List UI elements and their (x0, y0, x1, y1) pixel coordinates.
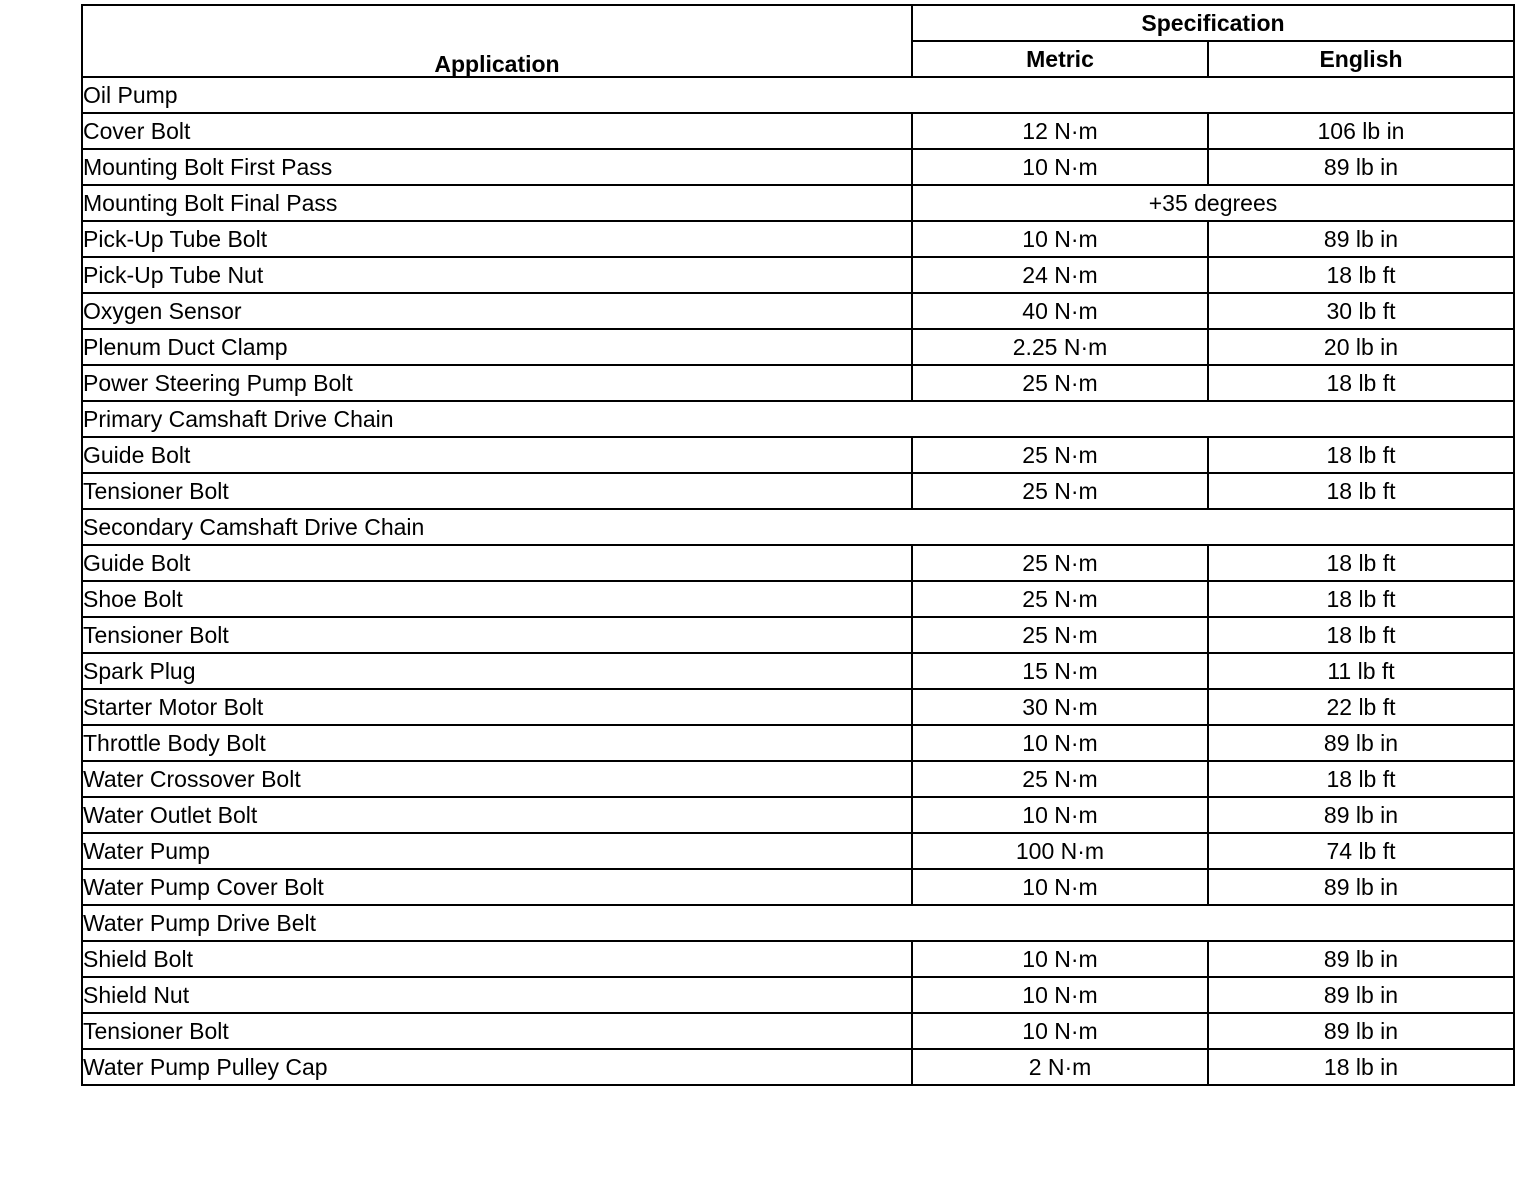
application-cell: Pick-Up Tube Bolt (82, 221, 912, 257)
metric-value-cell: 10 N·m (912, 977, 1208, 1013)
metric-value-cell: 24 N·m (912, 257, 1208, 293)
application-cell: Oxygen Sensor (82, 293, 912, 329)
application-cell: Tensioner Bolt (82, 1013, 912, 1049)
group-label: Primary Camshaft Drive Chain (82, 401, 1514, 437)
application-cell: Mounting Bolt First Pass (82, 149, 912, 185)
application-cell: Shield Nut (82, 977, 912, 1013)
english-value-cell: 30 lb ft (1208, 293, 1514, 329)
english-value-cell: 106 lb in (1208, 113, 1514, 149)
application-cell: Cover Bolt (82, 113, 912, 149)
application-cell: Pick-Up Tube Nut (82, 257, 912, 293)
application-cell: Shoe Bolt (82, 581, 912, 617)
english-header: English (1208, 41, 1514, 77)
table-row (82, 113, 1514, 149)
table-row (82, 77, 1514, 113)
application-cell: Tensioner Bolt (82, 473, 912, 509)
metric-header: Metric (912, 41, 1208, 77)
table-row (82, 617, 1514, 653)
metric-value-cell: 25 N·m (912, 761, 1208, 797)
metric-value-cell: 2.25 N·m (912, 329, 1208, 365)
metric-value-cell: 10 N·m (912, 797, 1208, 833)
table-row (82, 329, 1514, 365)
metric-value-cell: 12 N·m (912, 113, 1208, 149)
application-cell: Water Pump Cover Bolt (82, 869, 912, 905)
english-value-cell: 89 lb in (1208, 221, 1514, 257)
table-row (82, 401, 1514, 437)
metric-value-cell: 2 N·m (912, 1049, 1208, 1085)
table-row (82, 257, 1514, 293)
table-row (82, 1049, 1514, 1085)
table-row (82, 833, 1514, 869)
table-row (82, 365, 1514, 401)
metric-value-cell: 25 N·m (912, 581, 1208, 617)
application-cell: Starter Motor Bolt (82, 689, 912, 725)
english-value-cell: 18 lb ft (1208, 437, 1514, 473)
metric-value-cell: 25 N·m (912, 617, 1208, 653)
english-value-cell: 18 lb ft (1208, 257, 1514, 293)
metric-value-cell: 10 N·m (912, 1013, 1208, 1049)
table-row (82, 725, 1514, 761)
table-row (82, 293, 1514, 329)
metric-value-cell: 10 N·m (912, 869, 1208, 905)
table-row (82, 581, 1514, 617)
metric-value-cell: 100 N·m (912, 833, 1208, 869)
application-cell: Water Outlet Bolt (82, 797, 912, 833)
application-cell: Plenum Duct Clamp (82, 329, 912, 365)
table-row (82, 545, 1514, 581)
table-row (82, 761, 1514, 797)
table-row (82, 185, 1514, 221)
group-label: Water Pump Drive Belt (82, 905, 1514, 941)
table-row (82, 905, 1514, 941)
metric-value-cell: 10 N·m (912, 221, 1208, 257)
table-row (82, 509, 1514, 545)
metric-value-cell: 40 N·m (912, 293, 1208, 329)
table-row (82, 437, 1514, 473)
metric-value-cell: 10 N·m (912, 941, 1208, 977)
english-value-cell: 18 lb ft (1208, 617, 1514, 653)
english-value-cell: 89 lb in (1208, 869, 1514, 905)
english-value-cell: 22 lb ft (1208, 689, 1514, 725)
english-value-cell: 89 lb in (1208, 1013, 1514, 1049)
specification-header: Specification (912, 5, 1514, 41)
table-row (82, 689, 1514, 725)
table-row (82, 941, 1514, 977)
application-cell: Guide Bolt (82, 545, 912, 581)
group-label: Oil Pump (82, 77, 1514, 113)
table-row (82, 977, 1514, 1013)
table-body (82, 77, 1514, 1085)
group-label: Secondary Camshaft Drive Chain (82, 509, 1514, 545)
table-row (82, 797, 1514, 833)
metric-value-cell: 25 N·m (912, 545, 1208, 581)
english-value-cell: 18 lb ft (1208, 365, 1514, 401)
english-value-cell: 89 lb in (1208, 941, 1514, 977)
english-value-cell: 20 lb in (1208, 329, 1514, 365)
application-cell: Guide Bolt (82, 437, 912, 473)
english-value-cell: 18 lb ft (1208, 473, 1514, 509)
english-value-cell: 18 lb ft (1208, 545, 1514, 581)
metric-value-cell: 10 N·m (912, 149, 1208, 185)
table-row (82, 653, 1514, 689)
metric-value-cell: 30 N·m (912, 689, 1208, 725)
metric-value-cell: 25 N·m (912, 437, 1208, 473)
specification-value-cell: +35 degrees (912, 185, 1514, 221)
application-cell: Mounting Bolt Final Pass (82, 185, 912, 221)
metric-value-cell: 15 N·m (912, 653, 1208, 689)
application-cell: Throttle Body Bolt (82, 725, 912, 761)
english-value-cell: 89 lb in (1208, 149, 1514, 185)
english-value-cell: 89 lb in (1208, 725, 1514, 761)
english-value-cell: 18 lb ft (1208, 761, 1514, 797)
english-value-cell: 11 lb ft (1208, 653, 1514, 689)
english-value-cell: 18 lb in (1208, 1049, 1514, 1085)
application-cell: Water Pump (82, 833, 912, 869)
english-value-cell: 89 lb in (1208, 977, 1514, 1013)
application-cell: Water Pump Pulley Cap (82, 1049, 912, 1085)
metric-value-cell: 25 N·m (912, 365, 1208, 401)
application-header: Application (82, 5, 912, 77)
table-row (82, 869, 1514, 905)
metric-value-cell: 10 N·m (912, 725, 1208, 761)
table-row (82, 149, 1514, 185)
application-cell: Shield Bolt (82, 941, 912, 977)
english-value-cell: 18 lb ft (1208, 581, 1514, 617)
metric-value-cell: 25 N·m (912, 473, 1208, 509)
application-cell: Spark Plug (82, 653, 912, 689)
torque-specification-table (81, 4, 1515, 1086)
table-row (82, 221, 1514, 257)
application-cell: Water Crossover Bolt (82, 761, 912, 797)
application-cell: Power Steering Pump Bolt (82, 365, 912, 401)
table-row (82, 473, 1514, 509)
table-row (82, 1013, 1514, 1049)
english-value-cell: 89 lb in (1208, 797, 1514, 833)
application-cell: Tensioner Bolt (82, 617, 912, 653)
english-value-cell: 74 lb ft (1208, 833, 1514, 869)
